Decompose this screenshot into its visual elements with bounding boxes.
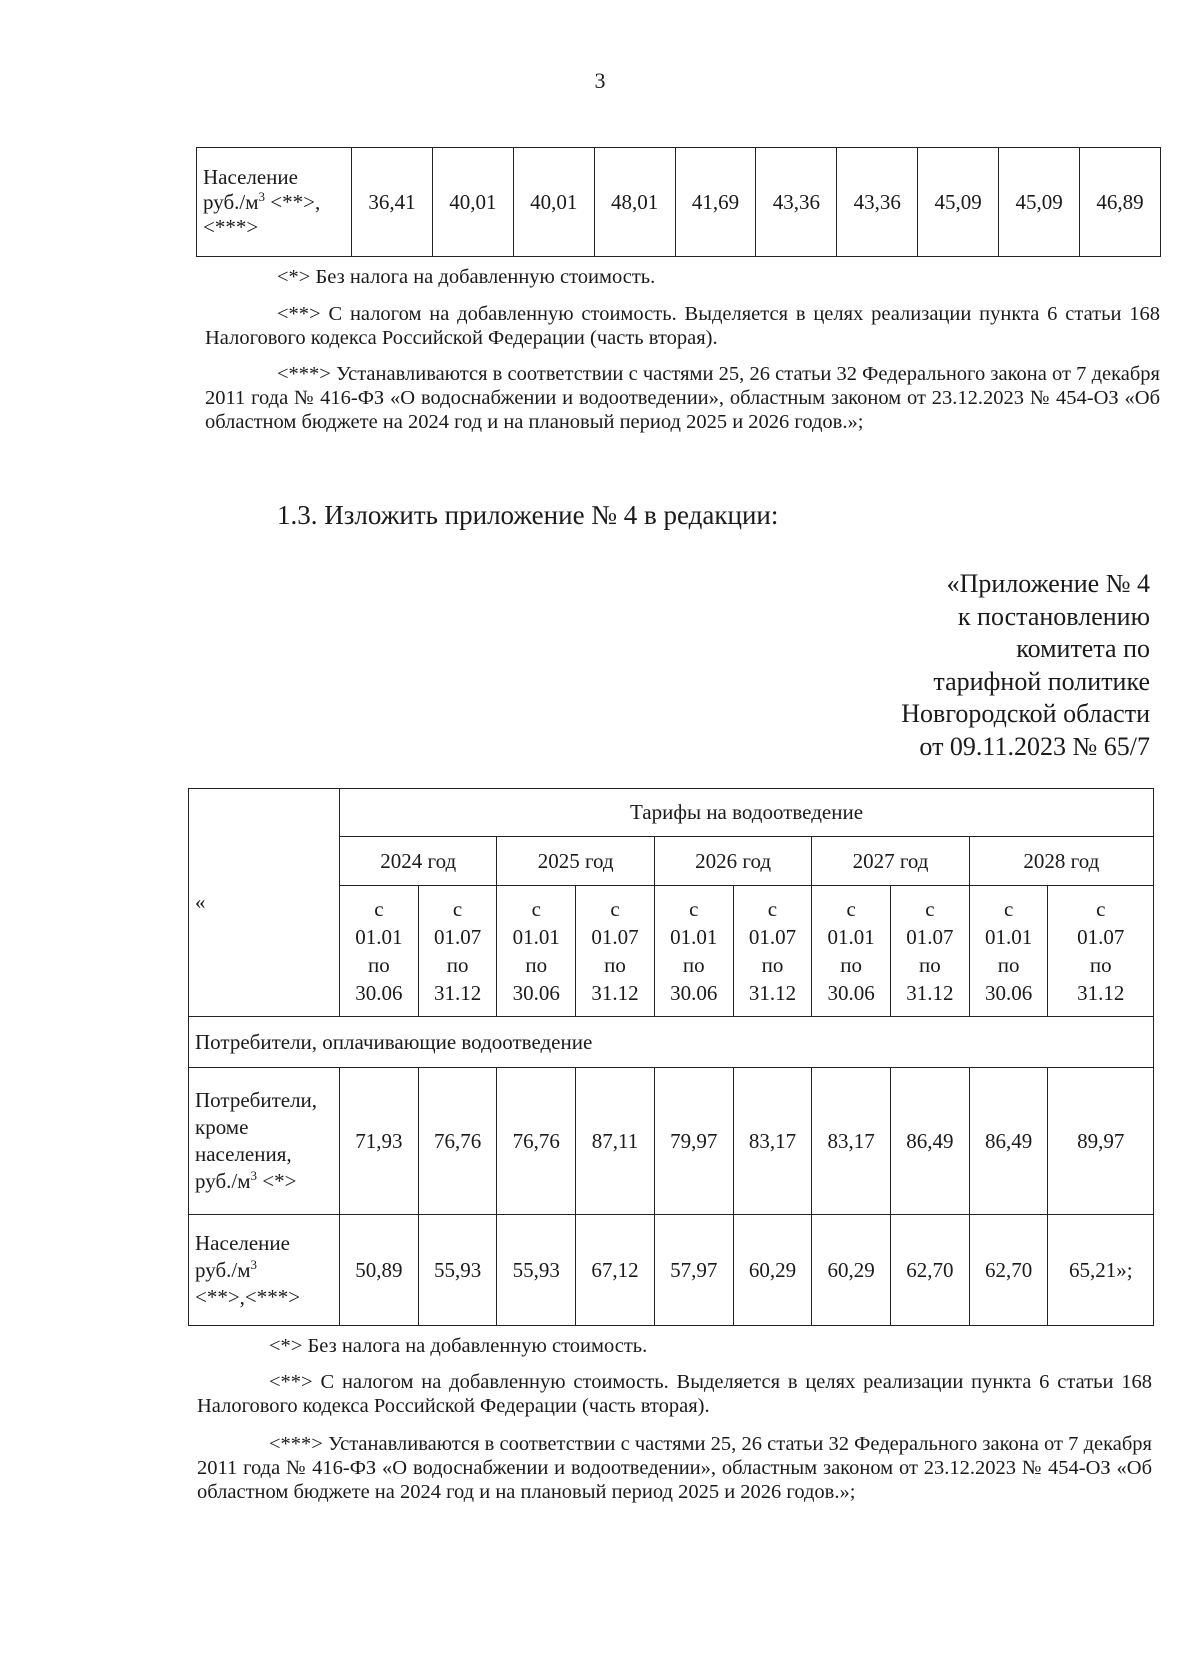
table-cell: 62,70 (891, 1215, 970, 1326)
table-cell: 62,70 (969, 1215, 1048, 1326)
unit-superscript: 3 (250, 1256, 258, 1272)
footnote-3 (197, 1432, 1152, 1504)
table-cell: 60,29 (733, 1215, 812, 1326)
table-cell: 86,49 (891, 1068, 970, 1215)
row-label-line: Население (203, 164, 298, 189)
footnote-2 (205, 302, 1160, 350)
table-cell: 50,89 (340, 1215, 419, 1326)
year-header: 2027 год (812, 837, 969, 886)
appendix-line: «Приложение № 4 (946, 569, 1150, 598)
table-cell: 71,93 (340, 1068, 419, 1215)
table-cell: 89,97 (1048, 1068, 1154, 1215)
year-header: 2026 год (654, 837, 811, 886)
row-label-line: <***> (203, 214, 259, 239)
table-cell: 48,01 (594, 148, 675, 257)
unit-superscript: 3 (258, 188, 266, 204)
unit-superscript: 3 (250, 1168, 258, 1183)
period-header: с 01.01 по 30.06 (969, 886, 1048, 1017)
table-row (197, 148, 1161, 257)
appendix-line: от 09.11.2023 № 65/7 (919, 731, 1150, 761)
open-quote-cell: « (189, 789, 340, 1017)
appendix-header (901, 568, 1150, 763)
table-cell: 45,09 (918, 148, 999, 257)
table-cell: 40,01 (513, 148, 594, 257)
table-header-row (189, 789, 1154, 837)
footnote-3 (205, 362, 1160, 434)
row-label: Население $руб./м^3$ <**>,<***> (189, 1215, 340, 1326)
table-cell: 43,36 (837, 148, 918, 257)
table-title: Тарифы на водоотведение (340, 789, 1154, 837)
table-cell: 76,76 (497, 1068, 576, 1215)
table-cell: 87,11 (576, 1068, 655, 1215)
footnote-1 (197, 1334, 1152, 1358)
tariff-table-continuation (196, 147, 1161, 257)
table-cell: 46,89 (1080, 148, 1161, 257)
period-header: с 01.07 по 31.12 (418, 886, 497, 1017)
table-cell: 86,49 (969, 1068, 1048, 1215)
section-heading: 1.3. Изложить приложение № 4 в редакции: (277, 500, 779, 530)
appendix-line: к постановлению (957, 601, 1150, 631)
period-header: с 01.07 по 31.12 (891, 886, 970, 1017)
table-cell: 83,17 (812, 1068, 891, 1215)
table-cell: 67,12 (576, 1215, 655, 1326)
wastewater-tariff-table (188, 788, 1154, 1326)
appendix-line: Новгородской области (901, 699, 1150, 728)
footnote-1 (205, 265, 1160, 289)
table-cell: 45,09 (999, 148, 1080, 257)
footnote-text: <**> С налогом на добавленную стоимость. Выделяется в целях реализации пункта 6 статьи 168 Налогового кодекса Российской Федерации (часть вторая). (197, 1371, 1152, 1417)
year-header: 2025 год (497, 837, 654, 886)
table-row (189, 1215, 1154, 1326)
table-row (189, 1068, 1154, 1215)
appendix-line: тарифной политике (933, 666, 1150, 696)
table-cell: 83,17 (733, 1068, 812, 1215)
period-header: с 01.01 по 30.06 (812, 886, 891, 1017)
row-label (197, 148, 352, 257)
table-cell: 55,93 (418, 1215, 497, 1326)
footnote-text: <*> Без налога на добавленную стоимость. (269, 1335, 648, 1357)
period-header: с 01.01 по 30.06 (497, 886, 576, 1017)
year-header: 2024 год (340, 837, 497, 886)
year-header: 2028 год (969, 837, 1153, 886)
appendix-line: комитета по (1016, 634, 1150, 663)
table-cell: 36,41 (352, 148, 433, 257)
period-header: с 01.07 по 31.12 (733, 886, 812, 1017)
footnote-text: <***> Устанавливаются в соответствии с частями 25, 26 статьи 32 Федерального закона от 7 декабря 2011 года № 416-ФЗ «О водоснабжении и водоотведении», областным законом от 23.12.2023 № 454-ОЗ «Об областном бюджете на 2024 год и на плановый период 2025 и 2026 годов.»; (205, 363, 1160, 433)
table-cell: 79,97 (654, 1068, 733, 1215)
row-label: Потребители, кроме населения, $руб./м^3$ <*> (189, 1068, 340, 1215)
page-number: 3 (594, 68, 606, 93)
table-cell: 65,21»; (1048, 1215, 1154, 1326)
table-cell: 55,93 (497, 1215, 576, 1326)
table-cell: 60,29 (812, 1215, 891, 1326)
period-header: с 01.01 по 30.06 (340, 886, 419, 1017)
period-header: с 01.01 по 30.06 (654, 886, 733, 1017)
table-cell: 43,36 (756, 148, 837, 257)
footnote-text: <*> Без налога на добавленную стоимость. (277, 266, 656, 288)
period-header: с 01.07 по 31.12 (576, 886, 655, 1017)
period-header: с 01.07 по 31.12 (1048, 886, 1154, 1017)
row-label-line: <**>, (265, 189, 321, 214)
table-cell: 57,97 (654, 1215, 733, 1326)
table-cell: 41,69 (675, 148, 756, 257)
table-cell: 76,76 (418, 1068, 497, 1215)
section-row-label: Потребители, оплачивающие водоотведение (189, 1017, 1154, 1068)
table-cell: 40,01 (432, 148, 513, 257)
footnote-text: <***> Устанавливаются в соответствии с частями 25, 26 статьи 32 Федерального закона от 7 декабря 2011 года № 416-ФЗ «О водоснабжении и водоотведении», областным законом от 23.12.2023 № 454-ОЗ «Об областном бюджете на 2024 год и на плановый период 2025 и 2026 годов.»; (197, 1433, 1152, 1503)
footnote-text: <**> С налогом на добавленную стоимость. Выделяется в целях реализации пункта 6 статьи 168 Налогового кодекса Российской Федерации (часть вторая). (205, 303, 1160, 349)
table-section-row (189, 1017, 1154, 1068)
row-label-line: руб./м (203, 189, 259, 214)
footnote-2 (197, 1370, 1152, 1418)
